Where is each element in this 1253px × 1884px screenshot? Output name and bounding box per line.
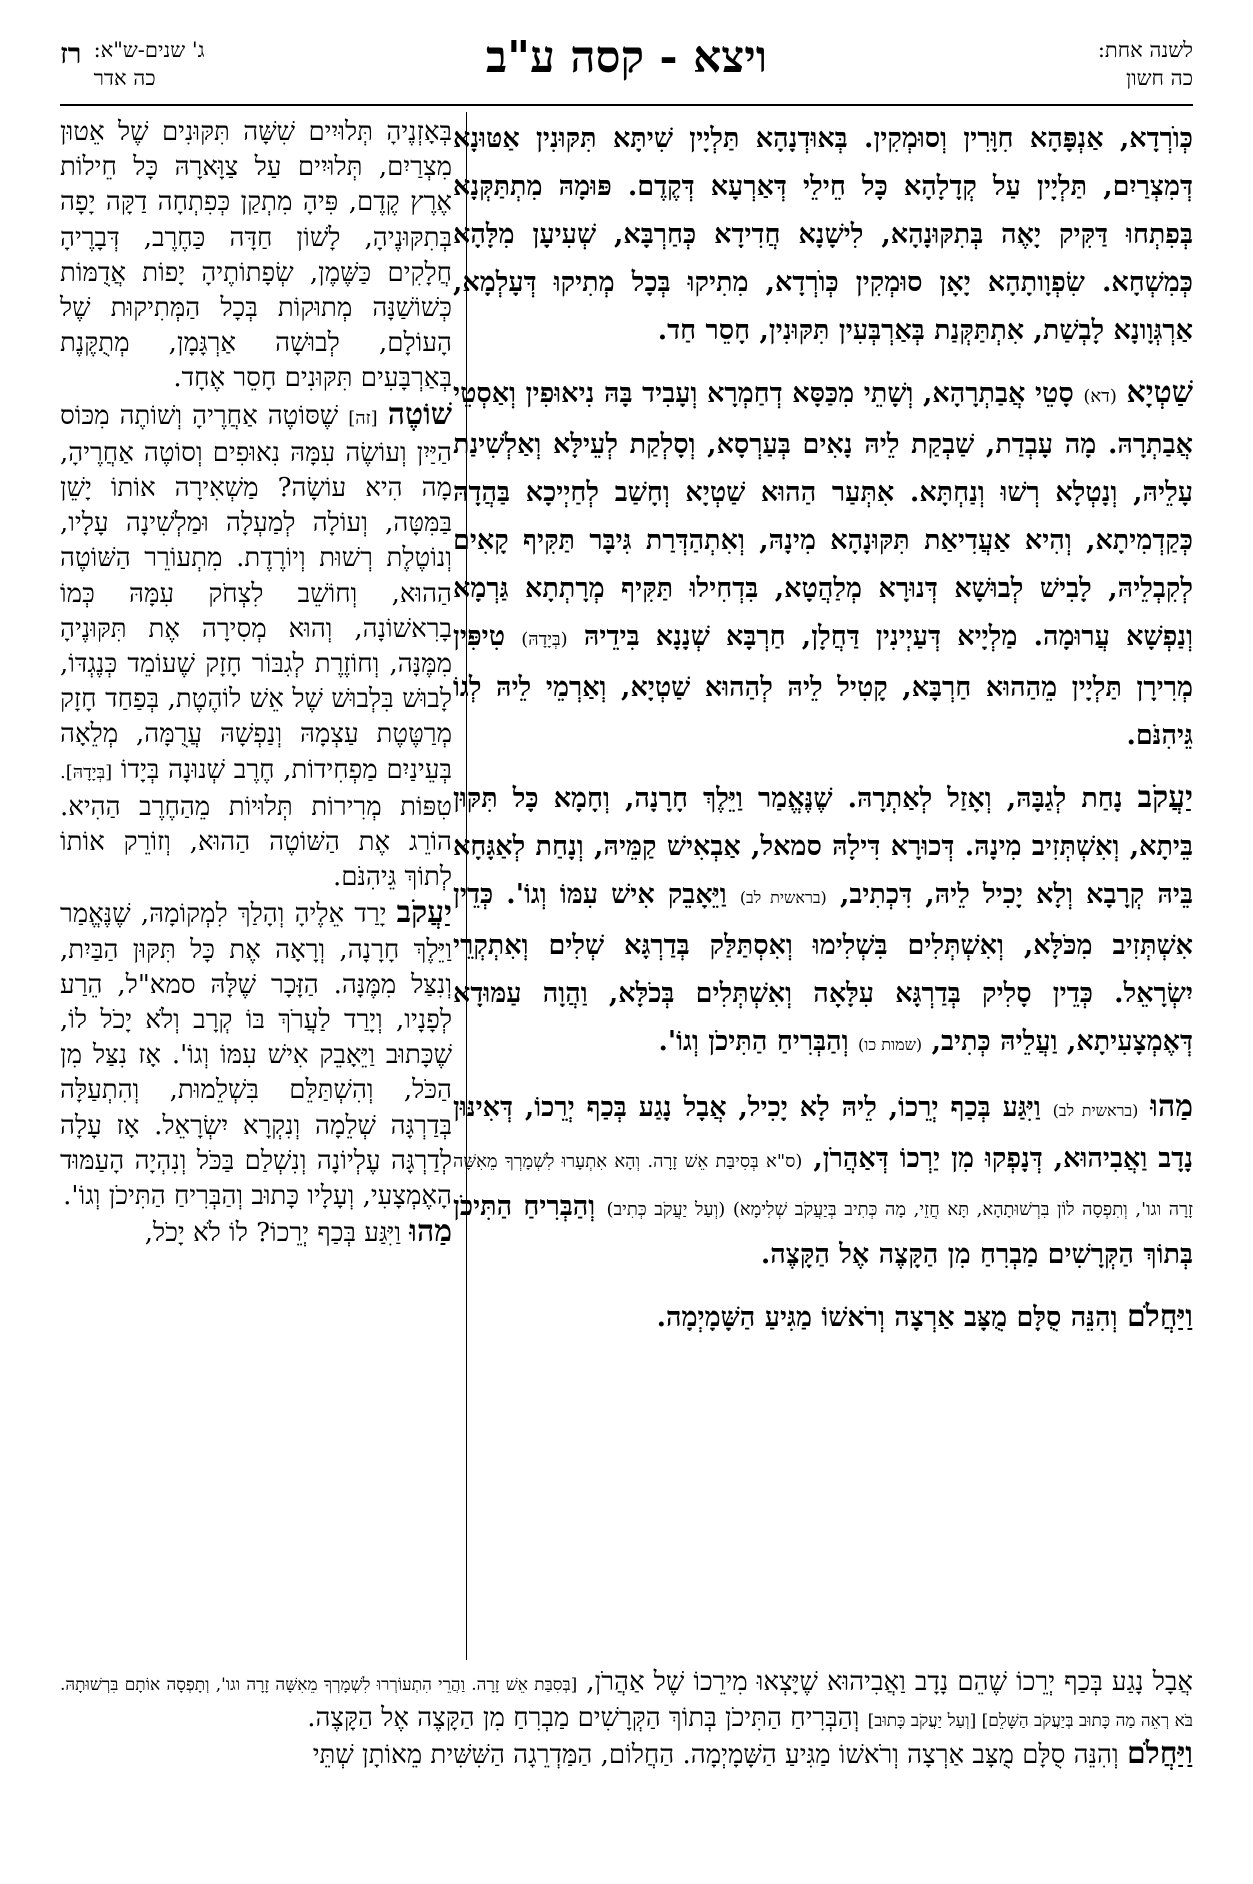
hebrew-paragraph-2 [60, 397, 452, 896]
hebrew-translation-column [60, 115, 452, 1252]
hebrew-text: וְהַבְּרִיחַ הַתִּיכֹן בְּתוֹךְ הַקְּרָשִׁים מַבְרִחַ מִן הַקָּצֶה אֶל הַקָּצֶה. [307, 1703, 860, 1733]
header-three-year-date: כה אדר [93, 66, 156, 90]
paragraph-lead-word: וַיַּחֲלֹם [1126, 1736, 1193, 1771]
aramaic-text: וַיִּגַּע בְּכַף יְרֵכוֹ, לֵיהּ לָא יָכִיל, אֲבָל נָגַע בְּכַף יְרֵכוֹ, דְּאִינּוּן נָדָב וַאֲבִיהוּא, דְּנָפְקוּ מִן יַרְכוֹ דְּאַהֲרֹן, [453, 1092, 1193, 1174]
header-left [60, 36, 205, 92]
header-three-year [94, 36, 205, 92]
paragraph-lead-word: שַׁטְיָא [1126, 375, 1193, 410]
verse-reference: (בראשית לב) [739, 888, 827, 907]
header-one-year-label: לשנה אחת: [1097, 38, 1193, 62]
aramaic-text: סָטֵי אֲבַתְרָהָא, וְשָׁתֵי מִכַּסָּא דְחַמְרָא וְעָבִיד בָּהּ נִיאוּפִין וְאַסְטֵי אֲבַתְרָהּ. מָה עָבְדַת, שַׁבְקַת לֵיהּ נָאִים בְּעַרְסָא, וְסָלְקַת לְעֵילָּא וְאַלְשִׁינַת עָלֵיהּ, וְנָטְלָא רְשׁוּ וְנַחְתָּא. אִתְּעַר הַהוּא שַׁטְיָא וְחָשַׁב לְחַיְיכָא בַּהֲדָהּ כְּקַדְמִיתָא, וְהִיא אַעֲדִיאַת תִּקּוּנָהָא מִינָהּ, וְאִתְהַדְּרַת גִּיבָּר תַּקִּיף קָאִים לְקִבְלֵיהּ, לָבִישׁ לְבוּשָׁא דְּנוּרָא מְלַהֲטָא, בִּדְחִילוּ תַּקִּיף מְרָתְתָא גַּרְמָא וְנַפְשָׁא עֲרוּמָה. מַלְיָיא דְּעַיְינִין דַּחֲלָן, חַרְבָּא שְׁנָנָא בִּידֵיהּ [453, 378, 1193, 652]
verse-reference: (שמות כו) [858, 1035, 923, 1054]
aramaic-paragraph-2 [453, 369, 1193, 760]
hebrew-paragraph-4 [60, 1214, 452, 1251]
aramaic-text: טִיפִּין מְרִירָן תַּלְיָין מֵהַהוּא חַרְבָּא, קָטִיל לֵיהּ לְהַהוּא שַׁטְיָא, וְאַרְמֵי לֵיהּ לְגוֹ גֵּיהִנֹּם. [453, 621, 1193, 751]
reference-note: (דא) [1083, 386, 1117, 407]
page-number: רז [60, 37, 82, 70]
paragraph-lead-word: יַעֲקֹב [396, 895, 453, 931]
page-header [60, 30, 1193, 102]
variant-note: [בְּסִבַּת אֵשׁ זָרָה. וַהֲרֵי הִתְעוֹרְרוּ לִשְׁמָרְךָ מֵאִשָּׁה זָרָה וגו', וְתָפְסָה אוֹתָם בִּרְשׁוּתָהּ. בֹּא רְאֵה מַה כָּתוּב בְּיַעֲקֹב הַשָּׁלֵם] [וְעַל יַעֲקֹב כָּתוּב] [60, 1675, 1193, 1731]
variant-note: (ס"א בְּסִיבַּת אֵשׁ זָרָה. וְהָא אִתְעָרוּ לִשְׁמָרְךָ מֵאִשָּׁה זָרָה וגו', וְתִפְסָה לוֹן בִּרְשׁוּתָהָא, תָּא חֲזֵי, מָה כְּתִיב בְּיַעֲקֹב שְׁלִימָא) (וְעַל יַעֲקֹב כְּתִיב) [453, 1151, 1193, 1220]
variant-note: (בְּיָדָהּ) [521, 629, 568, 650]
hebrew-text: וַיִּגַּע בְּכַף יְרֵכוֹ? לוֹ לֹא יָכֹל, [144, 1218, 402, 1249]
hebrew-text: בְּאָזְנֶיהָ תְּלוּיִים שִׁשָּׁה תִּקּוּנִים שֶׁל אֵטוּן מִצְרַיִם, תְּלוּיִים עַל צַוָּארָהּ כָּל חֵילוֹת אֶרֶץ קֶדֶם, פִּיהָ מִתְקַן כְּפִתְחָה דַקָּה יָפָה בְּתִקּוּנֶיהָ, לָשׁוֹן חַדָּה כַּחֶרֶב, דְּבָרֶיהָ חֲלָקִים כַּשֶּׁמֶן, שְׂפָתוֹתֶיהָ יָפוֹת אֲדֻמּוֹת כְּשׁוֹשַׁנָּה מְתוּקוֹת בְּכָל הַמְּתִיקוּת שֶׁל הָעוֹלָם, לְבוּשָׁה אַרְגָּמָן, מְתֻקֶּנֶת בְּאַרְבָּעִים תִּקּוּנִים חָסֵר אֶחָד. [60, 117, 452, 394]
aramaic-text: נָחַת לְגַבָּהּ, וְאָזַל לְאַתְרָהּ. שֶׁנֶּאֱמַר וַיֵּלֶךְ חָרָנָה, וְחָמָא כָּל תִּקּוּן בֵּיתָא, וְאִשְׁתְּזִיב מִינָהּ. דְּכוּרָא דִּילָהּ סמאל, אַבְאִישׁ קַמֵּיהּ, וְנָחַת לְאַגָּחָא בֵּיהּ קְרָבָא וְלָא יָכִיל לֵיהּ, דִּכְתִיב, [453, 783, 1194, 910]
hebrew-text: וְהִנֵּה סֻלָּם מֻצָּב אַרְצָה וְרֹאשׁוֹ מַגִּיעַ הַשָּׁמָיְמָה. הַחֲלוֹם, הַמַּדְרֵגָה הַשִּׁשִּׁית מֵאוֹתָן שְׁתֵּי [312, 1740, 1119, 1770]
aramaic-column [453, 115, 1193, 1356]
paragraph-lead-word: יַעֲקֹב [1137, 780, 1193, 815]
aramaic-paragraph-5 [453, 1293, 1193, 1342]
bottom-continuation [60, 1664, 1193, 1773]
aramaic-text: כְּוֺרְדָא, אַנְפָּהָא חִוָּרִין וְסוּמְקִין. בְּאוּדְנָהָא תַּלְיָין שִׁיתָּא תִּקּוּנִין אַטּוּנָא דְּמִצְרַיִם, תַּלְיָין עַל קְדָלָהָא כָּל חֵילֵי דְּאַרְעָא דְּקֶדֶם. פּוּמָהּ מִתְתַּקְּנָא בְּפִתְחוּ דַּקִּיק יָאֶה בְּתִקּוּנָהָא, לִישָׁנָא חֲדִידָא כְּחַרְבָּא, שְׁעִיעָן מִלָּהָא כְּמִשְׁחָא. שִׂפְוָותָהָא יָאָן סוּמְקִין כְּוֺרְדָא, מִתִיקוּ בְּכָל מְתִיקוּ דְּעָלְמָא, אַרְגְּוָונָא לָבְשַׁת, אִתְתַּקְּנַת בְּאַרְבְּעִין תִּקּוּנִין, חָסֵר חַד. [453, 123, 1193, 346]
aramaic-paragraph-4 [453, 1083, 1193, 1279]
aramaic-paragraph-1 [453, 115, 1193, 355]
aramaic-text: וַיֵּאָבֵק אִישׁ עִמּוֹ וְגוֹ'. כְּדֵין אִשְׁתְּזִיב מִכֹּלָּא, וְאִשְׁתְּלִים בִּשְׁלִימוּ וְאִסְתַּלַּק בְּדַרְגָּא שְׁלִים וְאִתְקְרֵי יִשְׂרָאֵל. כְּדֵין סָלִיק בְּדַרְגָּא עִלָּאָה וְאִשְׁתְּלִים בְּכֹלָּא, וַהֲוָה עַמּוּדָא דְּאֶמְצָעִיתָא, וַעֲלֵיהּ כְּתִיב, [453, 879, 1193, 1057]
aramaic-text: וְהַבְּרִיחַ הַתִּיכֹן בְּתוֹךְ הַקְּרָשִׁים מַבְרִחַ מִן הַקָּצֶה אֶל הַקָּצֶה. [453, 1191, 1193, 1270]
paragraph-lead-word: מַהוּ [1150, 1089, 1194, 1124]
hebrew-text: טִפּוֹת מְרִירוֹת תְּלוּיוֹת מֵהַחֶרֶב הַהִיא. הוֹרֵג אֶת הַשּׁוֹטֶה הַהוּא, וְזוֹרֵק אוֹתוֹ לְתוֹךְ גֵּיהִנֹּם. [60, 791, 452, 893]
bottom-line-1 [60, 1664, 1193, 1736]
hebrew-text: שֶׁסּוֹטֶה אַחֲרֶיהָ וְשׁוֹתֶה מִכּוֹס הַיַּיִן וְעוֹשֶׂה עִמָּהּ נִאוּפִים וְסוֹטֶה אַחֲרֶיהָ, מָה הִיא עוֹשָׂה? מַשְׁאִירָה אוֹתוֹ יָשֵׁן בַּמִּטָּה, וְעוֹלָה לְמַעְלָה וּמַלְשִׁינָה עָלָיו, וְנוֹטֶלֶת רְשׁוּת וְיוֹרֶדֶת. מִתְעוֹרֵר הַשּׁוֹטֶה הַהוּא, וְחוֹשֵׁב לִצְחֹק עִמָּהּ כְּמוֹ בָרִאשׁוֹנָה, וְהוּא מְסִירָה אֶת תִּקּוּנֶיהָ מִמֶּנָּה, וְחוֹזֶרֶת לְגִבּוֹר חָזָק שֶׁעוֹמֵד כְּנֶגְדּוֹ, לָבוּשׁ בִּלְבוּשׁ שֶׁל אֵשׁ לוֹהֶטֶת, בְּפַחַד חָזָק מְרַטֶּטֶת עַצְמָהּ וְנַפְשָׁהּ עֲרֻמָּה, מְלֵאָה בְּעֵינַיִם מַפְחִידוֹת, חֶרֶב שְׁנוּנָה בְּיָדוֹ [60, 400, 452, 785]
header-three-year-label: ג' שנים-ש"א: [93, 38, 205, 62]
paragraph-lead-word: וַיַּחֲלֹם [1126, 1299, 1193, 1334]
page-title: ויצא - קסה ע"ב [485, 32, 768, 83]
verse-reference: (בראשית לב) [1052, 1101, 1139, 1120]
paragraph-lead-word: שׁוֹטֶה [387, 396, 452, 432]
hebrew-text: יָרַד אֵלֶיהָ וְהָלַךְ לִמְקוֹמָהּ, שֶׁנֶּאֱמַר וַיֵּלֶךְ חָרָנָה, וְרָאָה אֶת כָּל תִּקּוּן הַבַּיִת, וְנִצַּל מִמֶּנָּה. הַזָּכָר שֶׁלָּהּ סמא"ל, הֵרַע לְפָנָיו, וְיָרַד לַעֲרֹךְ בּוֹ קְרָב וְלֹא יָכֹל לוֹ, שֶׁכָּתוּב וַיֵּאָבֵק אִישׁ עִמּוֹ וְגוֹ'. אָז נִצַּל מִן הַכֹּל, וְהִשְׁתַּלֵּם בִּשְׁלֵמוּת, וְהִתְעַלָּה בְּדַרְגָּה שְׁלֵמָה וְנִקְרָא יִשְׂרָאֵל. אָז עָלָה לְדַרְגָּה עֶלְיוֹנָה וְנִשְׁלַם בַּכֹּל וְנִהְיָה הָעַמּוּד הָאֶמְצָעִי, וְעָלָיו כָּתוּב וְהַבְּרִיחַ הַתִּיכֹן וְגוֹ'. [60, 899, 452, 1212]
hebrew-paragraph-1 [60, 115, 452, 397]
header-one-year-date: כה חשון [1125, 66, 1193, 90]
column-divider [466, 112, 467, 1660]
paragraph-lead-word: מַהוּ [409, 1214, 452, 1250]
bottom-line-3 [60, 1736, 1193, 1773]
aramaic-text: וְהַבְּרִיחַ הַתִּיכֹן וְגוֹ'. [658, 1026, 849, 1057]
aramaic-paragraph-3 [453, 774, 1193, 1069]
hebrew-text: אֲבָל נָגַע בְּכַף יְרֵכוֹ שֶׁהֵם נָדָב וַאֲבִיהוּא שֶׁיָּצְאוּ מִירֵכוֹ שֶׁל אַהֲרֹן, [586, 1667, 1194, 1697]
hebrew-paragraph-3 [60, 895, 452, 1214]
header-rule [60, 104, 1193, 106]
aramaic-text: וְהִנֵּה סֻלָּם מֻצָּב אַרְצָה וְרֹאשׁוֹ מַגִּיעַ הַשָּׁמָיְמָה. [656, 1302, 1118, 1333]
variant-note: [בְּיָדָהּ]. [60, 761, 113, 783]
reference-note: [זה] [348, 407, 378, 429]
